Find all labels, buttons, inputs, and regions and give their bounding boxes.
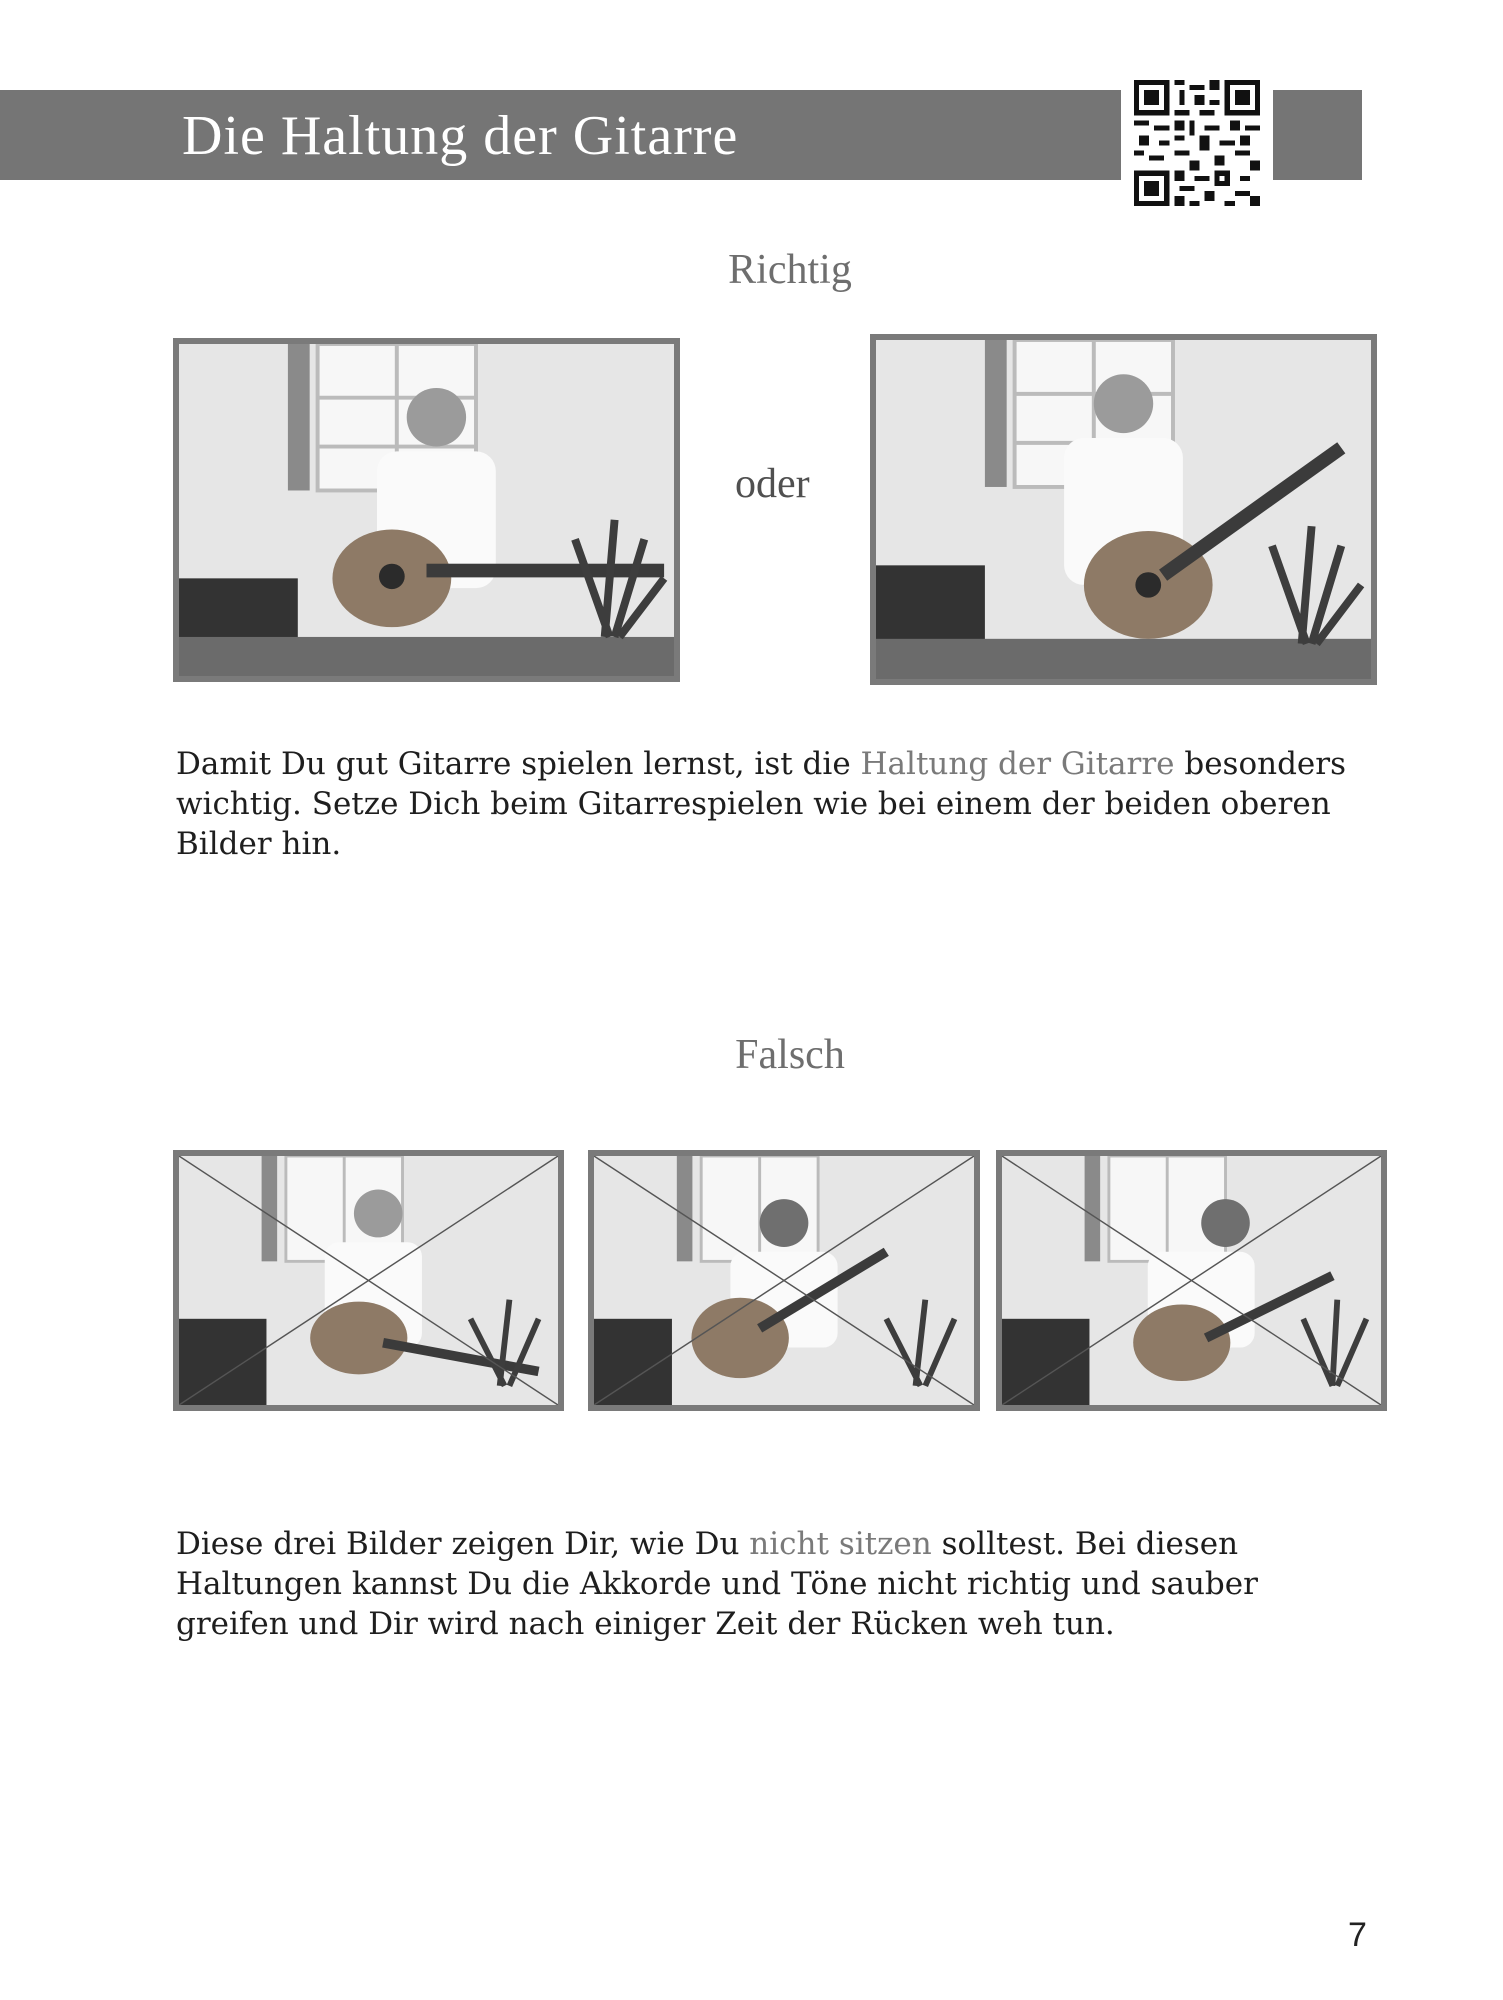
paragraph-correct: Damit Du gut Gitarre spielen lernst, ist die Haltung der Gitarre besonders wichtig. Setze Dich beim Gitarrespielen wie bei einem der beiden oberen Bilder hin. bbox=[176, 746, 1346, 862]
page-title: Die Haltung der Gitarre bbox=[182, 105, 739, 167]
section-heading-wrong: Falsch bbox=[735, 1032, 845, 1078]
highlight-nicht-sitzen: nicht sitzen bbox=[749, 1526, 932, 1562]
highlight-haltung: Haltung der Gitarre bbox=[860, 746, 1175, 782]
photo-correct-2 bbox=[870, 334, 1377, 685]
photo-correct-1 bbox=[173, 338, 680, 682]
or-label: oder bbox=[735, 461, 810, 507]
page-number: 7 bbox=[1348, 1916, 1367, 1954]
section-heading-correct: Richtig bbox=[728, 247, 852, 293]
photo-wrong-1 bbox=[173, 1150, 564, 1411]
photo-wrong-3 bbox=[996, 1150, 1387, 1411]
paragraph-wrong: Diese drei Bilder zeigen Dir, wie Du nicht sitzen solltest. Bei diesen Haltungen kannst Du die Akkorde und Töne nicht richtig und sauber greifen und Dir wird nach einiger Zeit der Rücken weh tun. bbox=[176, 1526, 1258, 1642]
photo-wrong-2 bbox=[588, 1150, 980, 1411]
qr-code-icon[interactable] bbox=[1121, 78, 1273, 208]
